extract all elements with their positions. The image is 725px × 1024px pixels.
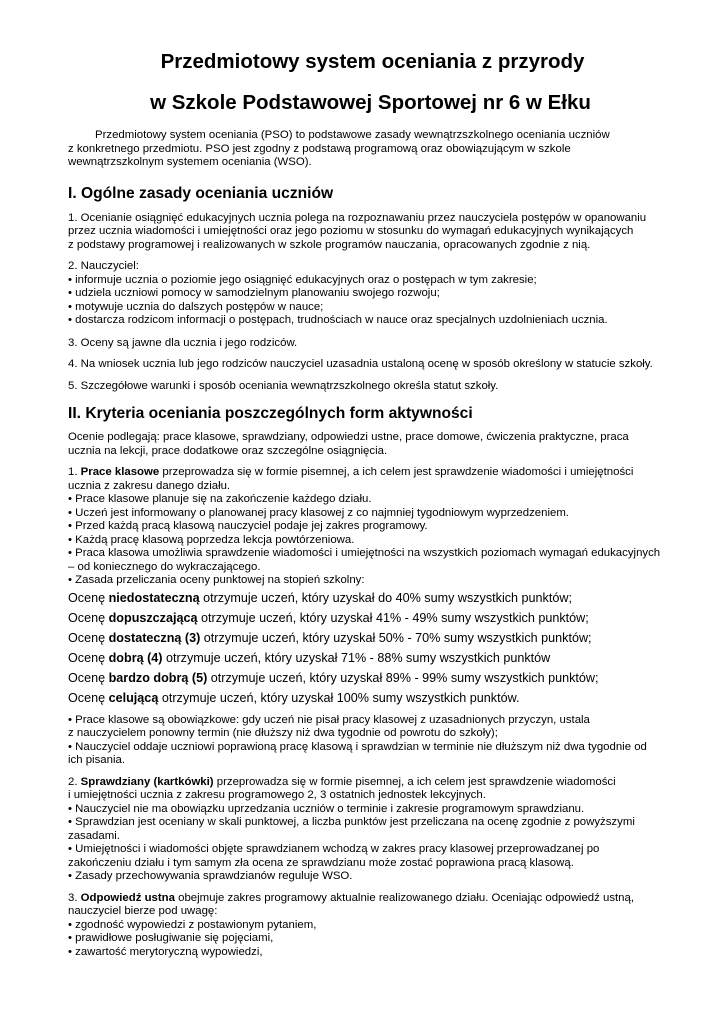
list-item: • zgodność wypowiedzi z postawionym pytaniem, bbox=[68, 918, 317, 931]
intro-line: wewnątrzszkolnym systemem oceniania (WSO). bbox=[68, 156, 312, 168]
grade-line: Ocenę bardzo dobrą (5) otrzymuje uczeń, który uzyskał 89% - 99% sumy wszystkich punktów; bbox=[68, 670, 599, 685]
text-line: 1. Ocenianie osiągnięć edukacyjnych ucznia polega na rozpoznawaniu przez nauczyciela postępów w opanowaniu bbox=[68, 211, 647, 224]
text-line: i umiejętności ucznia z zakresu programowego 2, 3 ostatnich jednostek lekcyjnych. bbox=[68, 789, 486, 801]
section-2-heading: II. Kryteria oceniania poszczególnych form aktywności bbox=[68, 405, 473, 422]
section-1-paragraph-5: 5. Szczegółowe warunki i sposób oceniania wewnątrzszkolnego określa statut szkoły. bbox=[68, 379, 499, 392]
grade-line: Ocenę niedostateczną otrzymuje uczeń, który uzyskał do 40% sumy wszystkich punktów; bbox=[68, 590, 572, 605]
title-line-2: w Szkole Podstawowej Sportowej nr 6 w Ełku bbox=[150, 91, 591, 114]
list-item: • Prace klasowe planuje się na zakończenie każdego działu. bbox=[68, 493, 372, 505]
text-line: uczniа na lekcji, prace dodatkowe oraz szczególne osiągnięcia. bbox=[68, 444, 388, 457]
item-title: Sprawdziany (kartkówki) bbox=[80, 775, 214, 788]
grade-line: Ocenę dostateczną (3) otrzymuje uczeń, który uzyskał 50% - 70% sumy wszystkich punktów; bbox=[68, 630, 592, 645]
list-item: • Zasady przechowywania sprawdzianów reguluje WSO. bbox=[68, 870, 353, 882]
section-1-heading: I. Ogólne zasady oceniania uczniów bbox=[68, 184, 334, 202]
list-item: • motywuje ucznia do dalszych postępów w nauce; bbox=[68, 300, 324, 313]
list-item: • Praca klasowa umożliwia sprawdzenie wiadomości i umiejętności na wszystkich poziomach wymagań edukacyjnych bbox=[68, 547, 661, 559]
list-item: • informuje ucznia o poziomie jego osiągnięć edukacyjnych oraz o postępach w tym zakresie; bbox=[68, 273, 537, 286]
text-line: zasadami. bbox=[68, 829, 120, 842]
text-line: Ocenie podlegają: prace klasowe, sprawdziany, odpowiedzi ustne, prace domowe, ćwiczenia praktyczne, praca bbox=[68, 431, 629, 443]
item-prace-klasowe-rules bbox=[68, 714, 673, 768]
section-2-intro bbox=[68, 431, 673, 458]
text-line: zakończeniu działu i tym samym zła ocena ze sprawdzianu może zostać poprawiona pracą klasową. bbox=[68, 856, 574, 869]
section-1-paragraph-4: 4. Na wniosek ucznia lub jego rodziców nauczyciel uzasadnia ustaloną ocenę w sposób określony w statucie szkoły. bbox=[68, 358, 653, 370]
intro-line: Przedmiotowy system oceniania (PSO) to podstawowe zasady wewnątrzszkolnego oceniania uczniów bbox=[95, 129, 610, 141]
list-item: • Nauczyciel oddaje uczniowi poprawioną pracę klasową i sprawdzian w terminie nie dłuższym niż dwa tygodnie od bbox=[68, 740, 647, 753]
list-item: • Nauczyciel nie ma obowiązku uprzedzania uczniów o terminie i zakresie programowym sprawdzianu. bbox=[68, 802, 585, 815]
item-header: 2. Sprawdziany (kartkówki) przeprowadza się w formie pisemnej, a ich celem jest sprawdzenie wiadomości bbox=[68, 775, 616, 788]
list-item: • Uczeń jest informowany o planowanej pracy klasowej z co najmniej tygodniowym wyprzedzeniem. bbox=[68, 506, 569, 519]
document bbox=[68, 50, 673, 959]
list-item: • Każdą pracę klasową poprzedza lekcja powtórzeniowa. bbox=[68, 533, 355, 546]
text-line: – od koniecznego do wykraczającego. bbox=[68, 560, 261, 573]
text-line: nauczyciel bierze pod uwagę: bbox=[68, 905, 218, 917]
intro-paragraph bbox=[68, 129, 673, 170]
text-line: z podstawy programowej i realizowanych w szkole programów nauczania, opracowanych zgodnie z nią. bbox=[68, 238, 591, 251]
section-1-paragraph-1 bbox=[68, 212, 673, 253]
list-item: • Umiejętności i wiadomości objęte sprawdzianem wchodzą w zakres pracy klasowej przeprowadzanej po bbox=[68, 843, 600, 855]
list-item: • udziela uczniowi pomocy w samodzielnym planowaniu swojego rozwoju; bbox=[68, 287, 440, 299]
list-item: • Prace klasowe są obowiązkowe: gdy uczeń nie pisał pracy klasowej z uzasadnionych przyczyn, ustala bbox=[68, 713, 590, 726]
item-title: Prace klasowe bbox=[80, 466, 160, 478]
list-item: • Sprawdzian jest oceniany w skali punktowej, a liczba punktów jest przeliczana na ocenę zgodnie z powyższymi bbox=[68, 816, 635, 828]
grade-line: Ocenę dopuszczającą otrzymuje uczeń, który uzyskał 41% - 49% sumy wszystkich punktów; bbox=[68, 610, 589, 625]
text-line: 2. Nauczyciel: bbox=[68, 260, 139, 272]
list-item: • dostarcza rodzicom informacji o postępach, trudnościach w nauce oraz specjalnych uzdolnieniach ucznia. bbox=[68, 314, 608, 326]
list-item: • prawidłowe posługiwanie się pojęciami, bbox=[68, 932, 274, 944]
grade-scale bbox=[68, 591, 673, 706]
text-line: ucznia z zakresu danego działu. bbox=[68, 479, 231, 492]
grade-line: Ocenę dobrą (4) otrzymuje uczeń, który uzyskał 71% - 88% sumy wszystkich punktów bbox=[68, 650, 551, 665]
item-odpowiedz-ustna bbox=[68, 892, 673, 960]
list-item: • Zasada przeliczania oceny punktowej na stopień szkolny: bbox=[68, 574, 365, 586]
grade-line: Ocenę celującą otrzymuje uczeń, który uzyskał 100% sumy wszystkich punktów. bbox=[68, 690, 520, 705]
text-line: ich pisania. bbox=[68, 754, 125, 766]
section-1-paragraph-2 bbox=[68, 260, 673, 328]
item-title: Odpowiedź ustna bbox=[80, 891, 175, 904]
title-line-1: Przedmiotowy system oceniania z przyrody bbox=[160, 50, 585, 73]
item-prace-klasowe bbox=[68, 466, 673, 588]
intro-line: z konkretnego przedmiotu. PSO jest zgodny z podstawą programową oraz obowiązującym w szkole bbox=[68, 142, 571, 155]
list-item: • Przed każdą pracą klasową nauczyciel podaje jej zakres programowy. bbox=[68, 520, 428, 532]
text-line: przez ucznia wiadomości i umiejętności oraz jego poziomu w stosunku do wymagań edukacyjnych wynikających bbox=[68, 225, 634, 237]
section-1-paragraph-3: 3. Oceny są jawne dla ucznia i jego rodziców. bbox=[68, 336, 298, 349]
item-header: 1. Prace klasowe przeprowadza się w formie pisemnej, a ich celem jest sprawdzenie wiadomości i umiejętności bbox=[68, 466, 634, 478]
list-item: • zawartość merytoryczną wypowiedzi, bbox=[68, 945, 263, 958]
text-line: z nauczycielem ponowny termin (nie dłuższy niż dwa tygodnie od powrotu do szkoły); bbox=[68, 727, 498, 739]
item-sprawdziany bbox=[68, 776, 673, 884]
item-header: 3. Odpowiedź ustna obejmuje zakres programowy aktualnie realizowanego działu. Oceniając odpowiedź ustną, bbox=[68, 891, 635, 904]
